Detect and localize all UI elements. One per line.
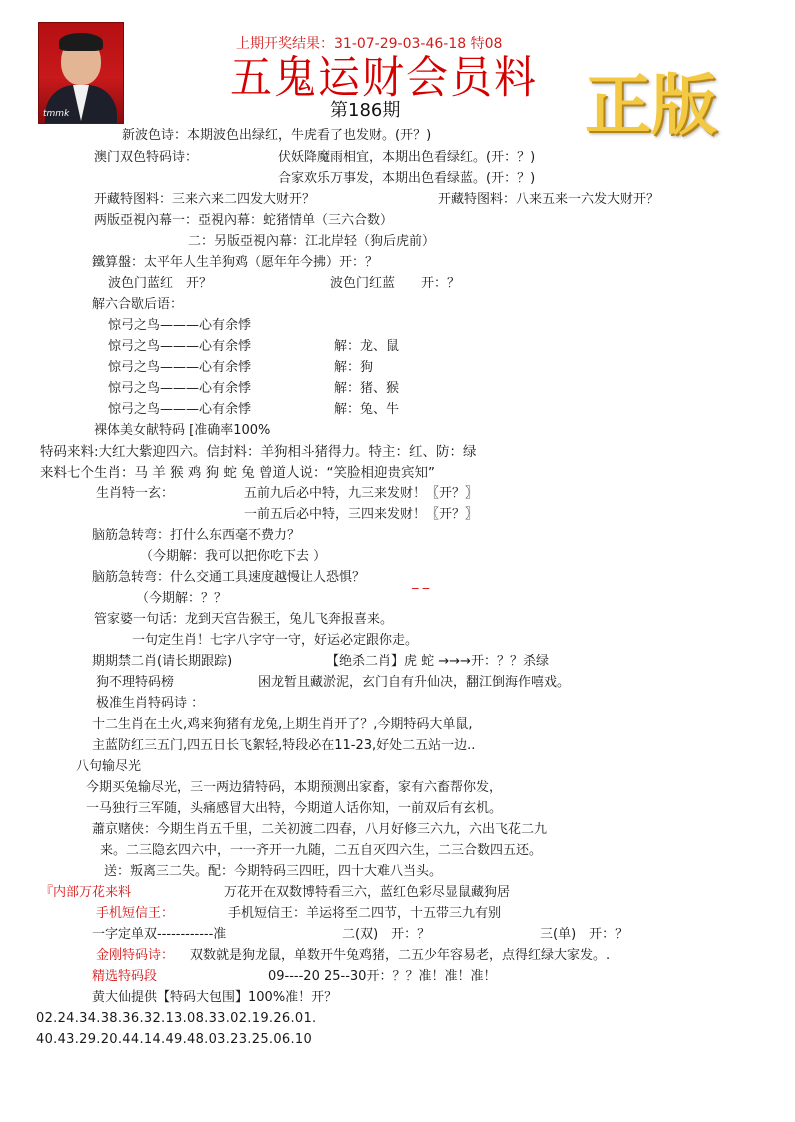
dog-list-poem: 困龙暂且藏淤泥，玄门自有升仙决，翻江倒海作嘻戏。	[258, 675, 571, 690]
xiao-jing-2: 来。二三隐玄四六中，一一齐开一九随，二五自灭四六生，二三合数四五还。	[100, 843, 543, 858]
atv-insider-1: 两版亞視內幕一：亞視內幕：蛇猪情单（三六合数）	[94, 213, 394, 228]
sms-king-text: 手机短信王：羊运将至二四节，十五带三九有别	[228, 906, 502, 921]
inner-flower-text: 万花开在双数博特看三六，蓝红色彩尽显鼠藏狗居	[224, 885, 511, 900]
wave-blue-red: 波色门蓝红 开？	[108, 276, 213, 291]
number-list-1: 02.24.34.38.36.32.13.08.33.02.19.26.01.	[36, 1011, 317, 1026]
seven-zodiac: 来料七个生肖：马 羊 猴 鸡 狗 蛇 兔 曾道人说：“笑脸相迎贵宾知”	[40, 465, 436, 481]
zodiac-poem-2: 主蓝防红三五门,四五日长飞絮轻,特段必在11-23,好处二五站一边..	[92, 738, 476, 753]
zodiac-poem-heading: 极准生肖特码诗 ：	[96, 696, 205, 711]
open-figure-a: 开藏特图料：三来六来二四发大财开？	[94, 192, 316, 207]
eight-lines-heading: 八句输尽光	[76, 759, 142, 774]
proverb-heading: 解六合歇后语：	[92, 297, 184, 312]
avatar-photo	[38, 22, 124, 124]
zodiac-mystery-label: 生肖特一玄：	[96, 486, 175, 501]
housekeeper-line: 管家婆一句话：龙到天宫告猴王，兔儿飞奔报喜来。	[94, 612, 394, 627]
proverb-5: 惊弓之鸟———心有余悸	[108, 402, 252, 417]
proverb-2-answer: 解：龙、鼠	[334, 339, 400, 354]
riddle-1: 脑筋急转弯：打什么东西毫不费力？	[92, 528, 301, 543]
proverb-4: 惊弓之鸟———心有余悸	[108, 381, 252, 396]
proverb-2: 惊弓之鸟———心有余悸	[108, 339, 252, 354]
proverb-5-answer: 解：兔、牛	[334, 402, 400, 417]
macau-poem-label: 澳门双色特码诗：	[94, 150, 199, 165]
wong-tai-sin-heading: 黄大仙提供【特码大包围】100%准！开？	[92, 990, 338, 1005]
proverb-1: 惊弓之鸟———心有余悸	[108, 318, 252, 333]
avatar-logo: tmmk	[43, 109, 70, 119]
macau-poem-line1: 伏妖降魔雨相宜，本期出色看绿红。(开：？)	[278, 150, 536, 165]
proverb-3-answer: 解：狗	[334, 360, 374, 375]
diamond-poem-text: 双数就是狗龙鼠，单数开牛兔鸡猪，二五少年容易老，点得红绿大家发。.	[190, 948, 611, 963]
sms-king-label: 手机短信王：	[96, 906, 175, 921]
last-result: 上期开奖结果：31-07-29-03-46-18 特08	[236, 36, 503, 52]
wave-color-poem: 新波色诗：本期波色出绿红，牛虎看了也发财。(开？)	[122, 128, 432, 143]
macau-poem-line2: 合家欢乐万事发，本期出色看绿蓝。(开：？)	[278, 171, 536, 186]
even-open: 二(双) 开：？	[342, 927, 431, 942]
open-figure-b: 开藏特图料：八来五来一六发大财开？	[438, 192, 660, 207]
eight-lines-2: 一马独行三军随，头痛感冒大出特，今期道人话你知，一前双后有玄机。	[86, 801, 503, 816]
dog-list-label: 狗不理特码榜	[96, 675, 175, 690]
beauty-code: 裸体美女献特码 [准确率100%	[94, 423, 271, 438]
one-sentence-zodiac: 一句定生肖！七字八字守一守，好运必定跟你走。	[132, 633, 419, 648]
odd-even-label: 一字定单双------------准	[92, 927, 227, 942]
wave-red-blue: 波色门红蓝 开：？	[330, 276, 461, 291]
atv-insider-2: 二：另版亞視內幕：江北岸轻（狗后虎前）	[188, 234, 436, 249]
iron-abacus: 鐵算盤：太平年人生羊狗鸡（愿年年今拂）开：？	[92, 255, 379, 270]
eight-lines-1: 今期买兔输尽光，三一两边猜特码，本期预测出家畜，家有六畜帮你发，	[86, 780, 503, 795]
page-title: 五鬼运财会员料	[230, 51, 539, 104]
riddle-2: 脑筋急转弯：什么交通工具速度越慢让人恐惧？	[92, 570, 366, 585]
selected-segment-value: 09----20 25--30开：？？准！准！准！	[268, 969, 497, 984]
riddle-2-answer: （今期解：？？	[136, 591, 228, 606]
zodiac-mystery-2: 一前五后必中特，三四来发财！〖开？〗	[244, 507, 479, 522]
proverb-3: 惊弓之鸟———心有余悸	[108, 360, 252, 375]
selected-segment-label: 精选特码段	[92, 969, 158, 984]
banned-zodiac-label: 期期禁二肖(请长期跟踪)	[92, 654, 233, 669]
issue-number: 第186期	[330, 100, 401, 121]
code-source: 特码来料:大红大紫迎四六。信封料：羊狗相斗猪得力。特主：红、防：绿	[40, 444, 477, 460]
number-list-2: 40.43.29.20.44.14.49.48.03.23.25.06.10	[36, 1032, 313, 1047]
xiao-jing-1: 蕭京赌侠：今期生肖五千里，二关初渡二四春，八月好修三六九，六出飞花二九	[92, 822, 548, 837]
odd-open: 三(单) 开：？	[540, 927, 629, 942]
xiao-jing-3: 送：叛离三二失。配：今期特码三四旺，四十大难八当头。	[104, 864, 443, 879]
riddle-1-answer: （今期解：我可以把你吃下去 ）	[140, 549, 327, 564]
zodiac-poem-1: 十二生肖在土火,鸡来狗猪有龙兔,上期生肖开了？,今期特码大单鼠,	[92, 717, 473, 732]
genuine-stamp: 正版	[585, 66, 717, 144]
diamond-poem-label: 金刚特码诗：	[96, 948, 175, 963]
inner-flower-label: 『内部万花来料	[40, 885, 132, 900]
zodiac-mystery-1: 五前九后必中特，九三来发财！〖开？〗	[244, 486, 479, 501]
banned-zodiac-value: 【绝杀二肖】虎 蛇 →→→开：？？杀绿	[326, 654, 549, 669]
proverb-4-answer: 解：猪、猴	[334, 381, 400, 396]
riddle-2-mark: _ _	[412, 575, 430, 590]
